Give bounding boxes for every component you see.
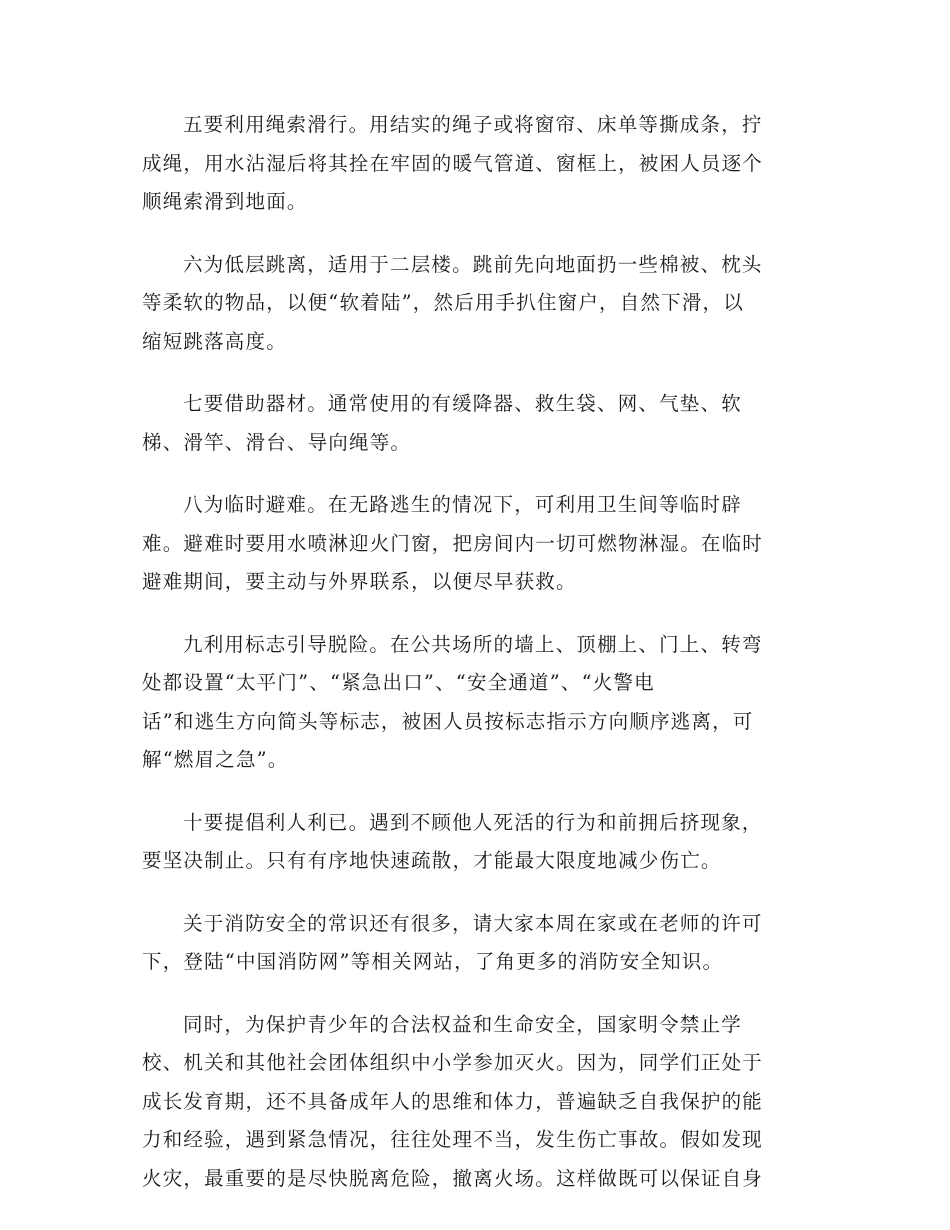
paragraph-youth-safety — [142, 1006, 798, 1199]
document-body — [142, 106, 798, 1222]
paragraph-line: 处都设置“太平门”、“紧急出口”、“安全通道”、“火警电 — [142, 671, 655, 694]
paragraph-line: 难。避难时要用水喷淋迎火门窗，把房间内一切可燃物淋湿。在临时 — [142, 531, 764, 555]
paragraph-line: 九利用标志引导脱险。在公共场所的墙上、顶棚上、门上、转弯 — [183, 632, 763, 656]
paragraph-temporary-refuge — [142, 486, 798, 602]
paragraph-line: 顺绳索滑到地面。 — [142, 190, 308, 213]
paragraph-line: 梯、滑竿、滑台、导向绳等。 — [142, 430, 412, 454]
paragraph-line: 解“燃眉之急”。 — [142, 748, 289, 771]
paragraph-line: 等柔软的物品，以便“软着陆”，然后用手扒住窗户，自然下滑，以 — [142, 291, 744, 314]
paragraph-equipment — [142, 385, 798, 462]
paragraph-line: 要坚决制止。只有有序地快速疏散，才能最大限度地减少伤亡。 — [142, 849, 722, 872]
paragraph-line: 同时，为保护青少年的合法权益和生命安全，国家明令禁止学 — [183, 1012, 742, 1036]
paragraph-line: 力和经验，遇到紧急情况，往往处理不当，发生伤亡事故。假如发现 — [142, 1128, 764, 1151]
paragraph-exit-signs — [142, 626, 798, 780]
paragraph-line: 六为低层跳离，适用于二层楼。跳前先向地面扔一些棉被、枕头 — [183, 252, 763, 276]
paragraph-low-floor-jump — [142, 246, 798, 362]
paragraph-line: 话”和逃生方向简头等标志，被困人员按标志指示方向顺序逃离，可 — [142, 709, 754, 733]
paragraph-line: 下，登陆“中国消防网”等相关网站，了角更多的消防安全知识。 — [142, 950, 724, 973]
paragraph-line: 成长发育期，还不具备成年人的思维和体力，普遍缺乏自我保护的能 — [142, 1089, 764, 1113]
paragraph-more-knowledge — [142, 905, 798, 982]
paragraph-line: 避难期间，要主动与外界联系，以便尽早获救。 — [142, 570, 577, 593]
paragraph-line: 十要提倡利人利已。遇到不顾他人死活的行为和前拥后挤现象， — [183, 810, 763, 834]
paragraph-help-others — [142, 804, 798, 881]
paragraph-line: 火灾，最重要的是尽快脱离危险，撤离火场。这样做既可以保证自身 — [142, 1166, 764, 1190]
paragraph-line: 校、机关和其他社会团体组织中小学参加灭火。因为，同学们正处于 — [142, 1051, 764, 1074]
paragraph-line: 五要利用绳索滑行。用结实的绳子或将窗帘、床单等撕成条，拧 — [183, 113, 763, 136]
paragraph-line: 八为临时避难。在无路逃生的情况下，可利用卫生间等临时辟 — [183, 493, 742, 516]
paragraph-line: 缩短跳落高度。 — [142, 329, 287, 353]
paragraph-line: 成绳，用水沾湿后将其拴在牢固的暖气管道、窗框上，被困人员逐个 — [142, 151, 764, 175]
paragraph-line: 七要借助器材。通常使用的有缓降器、救生袋、网、气垫、软 — [183, 392, 742, 415]
paragraph-rope-escape — [142, 106, 798, 222]
paragraph-line: 关于消防安全的常识还有很多，请大家本周在家或在老师的许可 — [183, 911, 763, 935]
